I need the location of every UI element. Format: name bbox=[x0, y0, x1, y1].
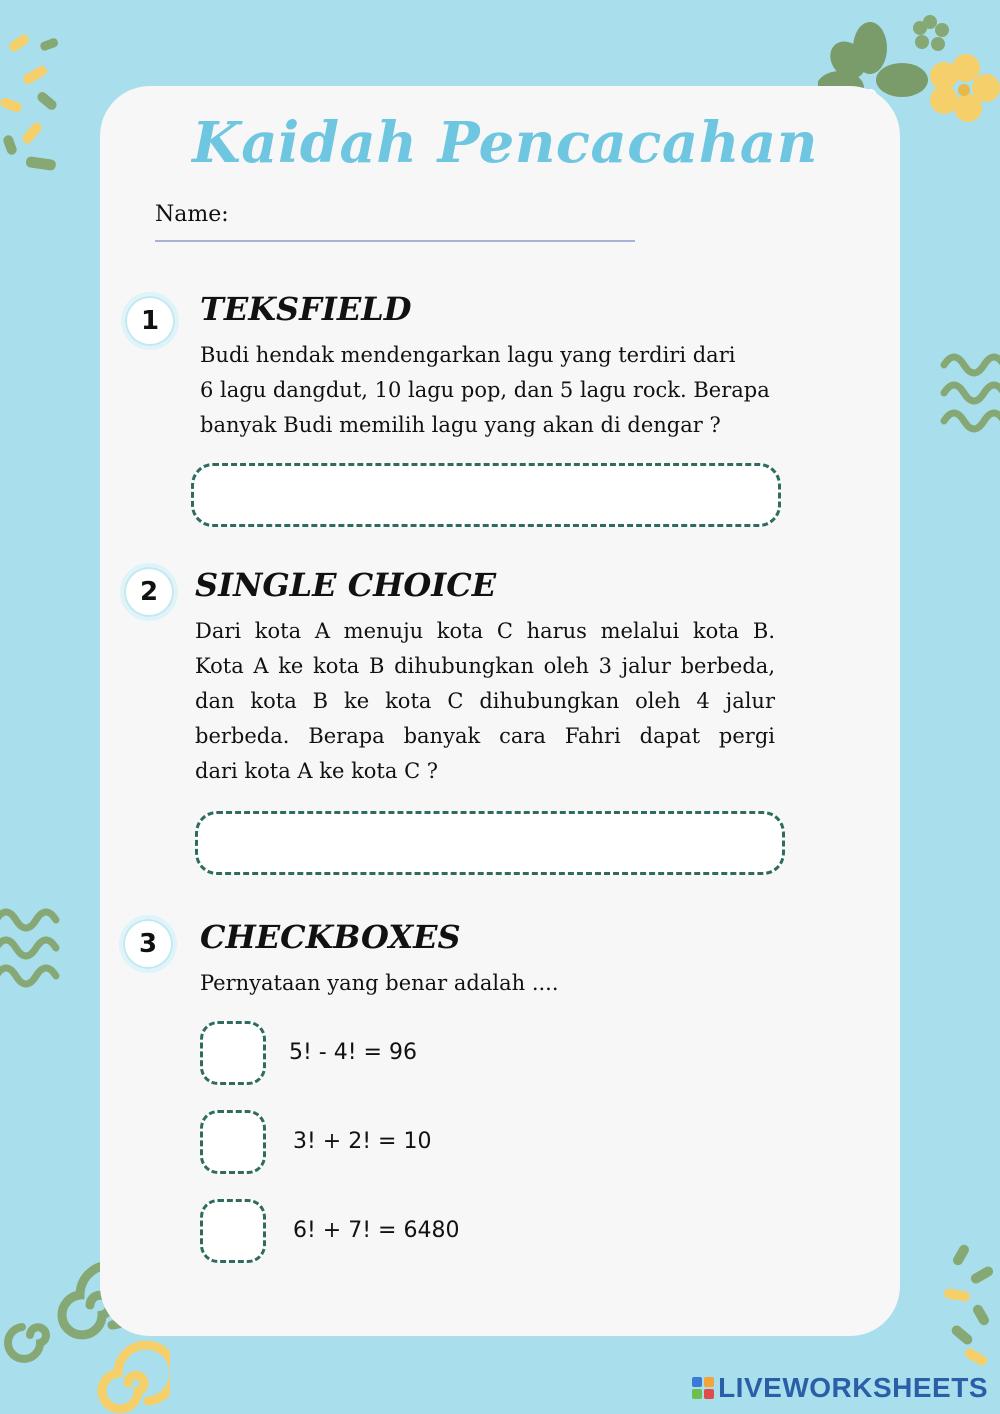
liveworksheets-logo[interactable] bbox=[692, 1372, 988, 1404]
checkbox-option-label: 3! + 2! = 10 bbox=[293, 1129, 432, 1154]
decorative-wave-icon bbox=[940, 345, 1000, 445]
answer-choice-field[interactable] bbox=[195, 811, 785, 875]
checkbox[interactable] bbox=[200, 1021, 266, 1085]
question-text-line: dan kota B ke kota C dihubungkan oleh 4 jalur bbox=[195, 689, 775, 713]
checkbox-option-label: 5! - 4! = 96 bbox=[289, 1040, 417, 1065]
liveworksheets-logo-icon bbox=[692, 1377, 714, 1399]
question-text-line: Dari kota A menuju kota C harus melalui kota B. bbox=[195, 619, 775, 643]
question-prompt: Pernyataan yang benar adalah .... bbox=[200, 971, 559, 995]
checkbox[interactable] bbox=[200, 1110, 266, 1174]
question-text bbox=[195, 614, 775, 789]
name-field[interactable] bbox=[155, 240, 635, 242]
decorative-sprinkles-icon bbox=[930, 1240, 1000, 1380]
brand-name: LIVEWORKSHEETS bbox=[718, 1372, 988, 1403]
answer-text-field[interactable] bbox=[191, 463, 781, 527]
question-number-badge: 1 bbox=[121, 292, 179, 350]
question-number-badge: 2 bbox=[120, 563, 178, 621]
question-type-title: SINGLE CHOICE bbox=[195, 566, 497, 604]
checkbox[interactable] bbox=[200, 1199, 266, 1263]
question-type-title: TEKSFIELD bbox=[200, 290, 412, 328]
question-text bbox=[200, 338, 800, 443]
question-number-badge: 3 bbox=[119, 915, 177, 973]
question-text-line: Kota A ke kota B dihubungkan oleh 3 jalur berbeda, bbox=[195, 654, 775, 678]
question-text-line: dari kota A ke kota C ? bbox=[195, 759, 439, 783]
question-type-title: CHECKBOXES bbox=[200, 918, 461, 956]
name-label: Name: bbox=[155, 202, 229, 227]
worksheet-title: Kaidah Pencacahan bbox=[192, 110, 818, 176]
checkbox-option-label: 6! + 7! = 6480 bbox=[293, 1218, 460, 1243]
decorative-wave-icon bbox=[0, 900, 60, 1000]
question-text-line: 6 lagu dangdut, 10 lagu pop, dan 5 lagu rock. Berapa bbox=[200, 378, 770, 402]
question-text-line: Budi hendak mendengarkan lagu yang terdiri dari bbox=[200, 343, 736, 367]
question-text-line: banyak Budi memilih lagu yang akan di dengar ? bbox=[200, 413, 721, 437]
question-text-line: berbeda. Berapa banyak cara Fahri dapat pergi bbox=[195, 724, 775, 748]
